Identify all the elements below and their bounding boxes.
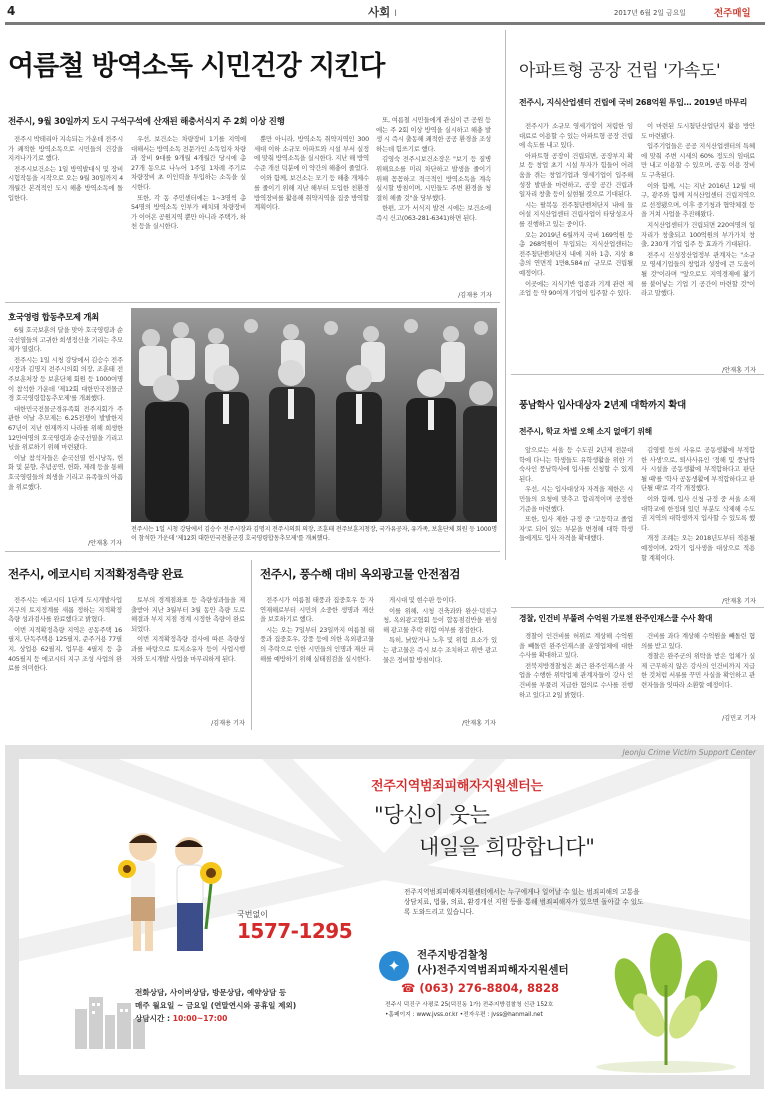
lead-credit: /김재용 기자 bbox=[458, 292, 492, 299]
pung-subhead: 전주시, 학교 차별 오해 소지 없애기 위해 bbox=[519, 427, 652, 436]
ad-description: 전주지역범죄피해자지원센터에서는 누구에게나 일어날 수 있는 범죄피해의 고통을 상담치료, 법률, 의료, 환경개선 지원 등을 통해 범죄피해자가 있으면 돌아갈 수 있도록 도와드리고 있습니다. bbox=[404, 888, 644, 916]
ad-hours-line: 상담시간 : 10:00~17:00 bbox=[135, 1014, 228, 1023]
photo-caption: 전주시는 1일 시청 강당에서 김승수 전주시장과 김명지 전주시의회 의장, 조훈태 전주보훈지청장, 국가유공자, 유가족, 보훈단체 회원 등 1000명이 참석한 가운데 '제12회 대한민국전몰군경 호국영령합동추모제'를 개최했다. bbox=[131, 526, 497, 542]
page-header bbox=[0, 0, 769, 24]
honor-body: 6월 호국보훈의 달을 맞아 호국영령과 순국선열들의 고귀한 희생정신을 기리는 추모제가 열렸다. 전주시는 1일 시청 강당에서 김승수 전주시장과 김명지 전주시의회 의장, 조훈태 전주보훈처장 등 보훈단체 회원 등 1000여명이 참석한 가운데 '제12회 대한민국전몰군경 호국영령합동추모제'를 개최했다. 대한민국전몰군경유족회 전주지회가 주관한 이날 추모제는 6.25전쟁이 발발한지 67년이 지난 현재까지 나라를 위해 희생한 12만여명의 호국영령과 순국선열을 기리고 넋을 위로하기 위해 마련됐다. 이날 참석자들은 순국선열 헌시낭독, 헌화 및 분향, 추념공연, 헌화, 제례 등을 통해 호국영령들의 희생을 기리고 유족들의 아픔을 위로했다. bbox=[8, 326, 123, 491]
survey-col-2: 토부의 경계점좌표 등 측량성과들을 제출받아 지난 3월부터 3월 동안 측량 도로해결과 부지 지점 경계 시정한 측량이 완료되었다. 이번 지적확정측량 검사에 따른 측량성과를 바탕으로 토지소유자 등이 사업시행자와 도시개발 사업을 마무리하게 된다. bbox=[131, 596, 245, 663]
flood-col-1: 전주시가 여름철 태풍과 집중호우 등 자연재해로부터 시민의 소중한 생명과 재산을 보호하기로 했다. 시는 오는 7일부터 23일까지 여름철 태풍과 집중호우, 강풍 등에 의한 옥외광고물의 추락으로 인한 시민들의 인명과 재산 피해를 예방하기 위해 실태점검을 실시한다. bbox=[260, 596, 374, 663]
apt-col-1: 전주시가 소규모 영세기업이 저렴한 임대료로 이용할 수 있는 아파트형 공장 건립에 속도를 내고 있다. 아파트형 공장이 건립되면, 공장부지 확보 등 창업 초기 시설 투자가 힘들어 어려움을 겪는 창업기업과 영세기업이 입주해 성장 발판을 마련하고, 공장 공간 건립과 일자리 창출 등이 실현될 것으로 기대된다. 시는 팔복동 전주첨단벤처단지 내에 들어설 지식산업센터 건립사업이 타당성조사를 진행하고 있는 중이다. 오는 2019년 6월까지 국비 169억원 등 총 268억원이 투입되는 지식산업센터는 전주첨단벤처단지 내에 지하 1층, 지상 8층의 연면적 1만8,584㎡ 규모로 건립될 예정이다. 이곳에는 지식기반 업종과 기계 관련 제조업 등 약 90여개 기업이 입주할 수 있다. bbox=[519, 122, 633, 298]
police-credit: /김민교 기자 bbox=[722, 715, 756, 722]
column-divider bbox=[505, 30, 506, 560]
children-sunflower-icon bbox=[111, 809, 231, 959]
pung-col-1: 앞으로는 서울 등 수도권 2년제 전문대학에 다니는 학생들도 유학생활을 위한 기숙사인 풍남학사에 입사를 신청할 수 있게 된다. 우선, 시는 입사대상자 자격을 제한은 시민들의 요청에 맞추고 합리적이며 공정한 기준을 마련했다. 또한, 입사 제한 규정 중 '고등학교 졸업자'로 되어 있는 부분을 변경해 대학 학생들에게도 입사 자격을 확대했다. bbox=[519, 446, 633, 543]
pung-credit: /안재홍 기자 bbox=[722, 598, 756, 605]
ad-phone-label: 국번없이 bbox=[237, 910, 268, 919]
pung-title: 풍남학사 입사대상자 2년제 대학까지 확대 bbox=[519, 400, 686, 411]
survey-col-1: 전주시는 에코시티 1단계 도시개발사업지구의 토지정계를 새롭 정하는 지적확정측량 성과검사를 완료했다고 밝혔다. 이번 지적확정측량 지역은 공동주택 16필지, 단독주택용 125필지, 준주거용 77필지, 상업용 62필지, 업무용 4필지 등 총 405필지 등 에코시티 지구 조성 사업의 완료를 의미한다. bbox=[8, 596, 122, 673]
apt-title: 아파트형 공장 건립 '가속도' bbox=[519, 61, 721, 81]
police-col-1: 경찰이 인건비를 허위로 계상해 수억원을 빼돌린 완주인재스쿨 운영업체에 대한 수사를 확대하고 있다. 전북지방경찰청은 최근 완주인재스쿨 사업을 수행한 위탁업체 관계자들이 강사 인건비를 부풀려 지급한 혐의로 수사를 진행하고 있다고 2일 밝혔다. bbox=[519, 632, 633, 699]
lead-col-4: 또, 여름철 시민들에게 관심이 큰 공원 등에는 주 2회 이상 방역을 실시하고 해충 발생 시 즉시 출동해 쾌적한 공공 환경을 조성하는데 힘쓰기로 했다. 김영숙 전주시보건소장은 "보기 등 질병 위해요소를 미리 차단하고 발생을 줄이기 위해 꼼꼼하고 적극적인 방역소독을 계속 실시할 방침이며, 시민들도 주변 환경을 청결히 해줄 것"을 당부했다. 한편, 고가 서식지 발견 시에는 보건소에 즉시 신고(063-281-6341)하면 된다. bbox=[376, 116, 491, 222]
ad-org-phone: ☎ (063) 276-8804, 8828 bbox=[401, 981, 560, 995]
issue-date: 2017년 6월 2일 금요일 bbox=[614, 9, 686, 17]
ad-services: 전화상담, 사이버상담, 방문상담, 예약상담 등 bbox=[135, 988, 287, 997]
ad-org-logo-icon: ✦ bbox=[379, 951, 409, 981]
ad-web: •홈페이지 : www.jvss.or.kr •전자우편 : jvss@hanmail.net bbox=[385, 1012, 543, 1018]
ad-hours: 매주 월요일 ~ 금요일 (연말연시와 공휴일 제외) bbox=[135, 1001, 297, 1010]
police-title: 경찰, 인건비 부풀려 수억원 가로챈 완주인재스쿨 수사 확대 bbox=[519, 614, 713, 623]
memorial-photo bbox=[131, 308, 497, 522]
honor-credit: /안재홍 기자 bbox=[88, 540, 122, 547]
lead-bottom-rule bbox=[5, 302, 500, 303]
masthead: 전주매일 bbox=[714, 8, 751, 19]
header-rule bbox=[5, 22, 765, 25]
survey-divider bbox=[251, 560, 252, 730]
memorial-photo-image bbox=[131, 308, 497, 522]
lead-col-2: 우선, 보건소는 차량장비 1기를 지역에 대해서는 방역소독 전문가인 소독업자 차량과 장비 9대를 9개월 4개월간 당시에 총 27개 동으로 나누어 1주일 1차례 주기로 차량장비 초 이인력을 투입하는 소독을 실시한다. 또한, 각 동 주민센터에는 1~3명씩 총 54명의 방역소독 인부가 배치돼 차량장비가 이어온 공원지역 뿐만 아니라 주택가, 하천 등을 실시한다. bbox=[131, 135, 246, 231]
apt-bottom-rule bbox=[511, 374, 764, 375]
photo-bottom-rule bbox=[5, 551, 500, 552]
ad-phone: 1577-1295 bbox=[237, 919, 353, 943]
ad-org-en: Jeonju Crime Victim Support Center bbox=[622, 748, 756, 757]
section-name: 사회 I bbox=[368, 5, 397, 19]
victim-support-ad bbox=[5, 745, 764, 1089]
lead-col-3: 뿐만 아니라, 방역소독 취약지역인 300세대 이하 소규모 아파트와 시설 부서 실정에 맞춰 방역소독을 실시한다. 지난 해 방역수준 개선 덕분에 이 약간의 해충이 줄었다. 이와 함께, 보건소는 모기 등 해충 개체수를 줄이기 위해 지난 해부터 도입한 친환경 방역장비를 활용해 취약지역을 집중 방역할 계획이다. bbox=[254, 135, 369, 212]
apt-subhead: 전주시, 지식산업센터 건립에 국비 268억원 투입… 2019년 마무리 bbox=[519, 98, 748, 107]
flood-title: 전주시, 풍수해 대비 옥외광고물 안전점검 bbox=[260, 567, 460, 581]
ad-org-2: (사)전주지역범죄피해자지원센터 bbox=[417, 964, 569, 976]
ad-address: 전주시 덕진구 사평로 25(덕진동 1가) 전주지방검찰청 신관 152호 bbox=[385, 1002, 554, 1008]
flood-col-2: 게시대 및 현수판 등이다. 이를 위해, 시청 건축과와 완산·덕진구청, 옥외광고협회 등이 합동점검반을 편성해 광고물 추락 위험 여부를 점검한다. 특히, 낡았거나 노후 및 위험 요소가 있는 광고물은 즉시 보수 조치하고 위반 광고물은 정비할 방침이다. bbox=[383, 596, 497, 664]
honor-title: 호국영령 합동추모제 개최 bbox=[8, 312, 99, 322]
police-col-2: 건비를 과다 계상해 수억원을 빼돌린 혐의를 받고 있다. 경찰은 완주군의 위탁을 받은 업체가 실제 근무하지 않은 강사의 인건비까지 지급한 것처럼 서류를 꾸민 사실을 확인하고 관련자들을 잇따라 소환할 예정이다. bbox=[641, 632, 755, 689]
page-number: 4 bbox=[7, 4, 16, 18]
flood-credit: /안재홍 기자 bbox=[462, 720, 496, 727]
apt-col-2: 이 마련된 도시첨단산업단지 활용 방안도 마련됐다. 입주기업들은 공공 지식산업센터의 특혜에 맞춰 주변 시세의 60% 정도의 임대료만 내고 이용할 수 있으며, 공동 이용 장비도 구축된다. 이와 함께, 시는 지난 2016년 12월 대구, 광주와 함께 지식산업센터 건립지역으로 선정됐으며, 이후 중기청과 협약체결 등을 거쳐 사업을 추진해왔다. 지식산업센터가 건립되면 220여명의 일자리가 창출되고 100억원의 부가가치 창출, 230개 기업 입주 등 효과가 기대된다. 전주시 신성장산업정부 관계자는 "소규모 영세기업들의 창업과 성장에 큰 도움이 될 것"이라며 "앞으로도 지역경제에 활기를 불어넣는 기업 기 공간이 마련할 것"이라고 말했다. bbox=[641, 122, 755, 298]
survey-credit: /김재용 기자 bbox=[211, 720, 245, 727]
lead-col-1: 전주시 박테리아 지속되는 가운데 전주시가 쾌적한 방역소독으로 시민들의 건강을 지켜나가기로 했다. 전주시보건소는 1일 방역발대식 및 장비 시험작동을 시작으로 오는 9월 30일까지 4개월간 본격적인 도시 해충 방역소독에 돌입한다. bbox=[8, 135, 123, 202]
pung-col-2: 김영렬 등의 사유로 공동생활에 부적합한 사생'으로, 퇴사사유인 '정해 및 풍남학사 시설을 공동생활에 부적합하다고 판단될 때'를 '학사 공동생활에 부적합하다고 판단될 때'로 각각 개정했다. 이와 함께, 입사 신청 규정 중 서울 소재 대학교에 한정돼 있던 부분도 삭제해 수도권 지역의 대학생까지 입사할 수 있도록 했다. 개정 조례는 오는 2018년도부터 적용될 예정이며, 2학기 입사생을 대상으로 적용할 계획이다. bbox=[641, 446, 755, 562]
pung-bottom-rule bbox=[511, 607, 764, 608]
ad-org-1: 전주지방검찰청 bbox=[417, 949, 489, 961]
ad-intro: 전주지역범죄피해자지원센터는 bbox=[371, 779, 543, 794]
ad-panel bbox=[19, 759, 750, 1075]
ad-slogan-1: "당신이 웃는 bbox=[374, 803, 490, 827]
plant-illustration-icon bbox=[591, 925, 741, 1075]
apt-credit: /안재홍 기자 bbox=[722, 367, 756, 374]
lead-subhead: 전주시, 9월 30일까지 도시 구석구석에 산재된 해충서식지 주 2회 이상 진행 bbox=[8, 117, 285, 127]
ad-slogan-2: 내일을 희망합니다" bbox=[419, 835, 595, 859]
survey-title: 전주시, 에코시티 지적확정측량 완료 bbox=[8, 567, 184, 581]
lead-headline: 여름철 방역소독 시민건강 지킨다 bbox=[8, 51, 385, 82]
